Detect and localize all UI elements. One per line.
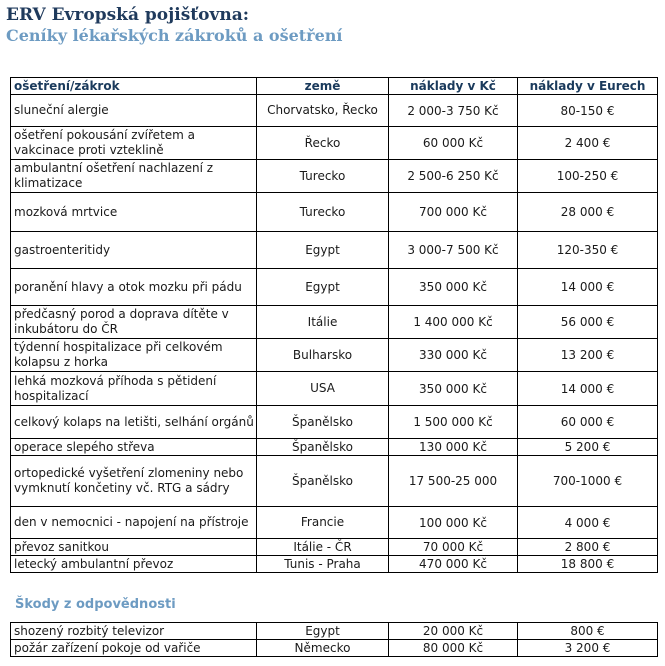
cost-eur-cell: 3 200 €: [518, 640, 658, 657]
treatment-cell: mozková mrtvice: [11, 193, 257, 232]
table-row: [11, 232, 658, 269]
country-cell: USA: [257, 372, 389, 406]
table-row: [11, 160, 658, 193]
cost-eur-cell: 120-350 €: [518, 232, 658, 269]
cost-eur-cell: 2 800 €: [518, 539, 658, 556]
cost-czk-cell: 1 500 000 Kč: [389, 406, 518, 439]
cost-czk-cell: 470 000 Kč: [389, 556, 518, 573]
cost-czk-cell: 2 500-6 250 Kč: [389, 160, 518, 193]
treatment-cell: ošetření pokousání zvířetem a vakcinace proti vzteklině: [11, 127, 257, 160]
treatment-cell: ambulantní ošetření nachlazení z klimatizace: [11, 160, 257, 193]
table-row: [11, 127, 658, 160]
table-row: [11, 269, 658, 306]
cost-czk-cell: 70 000 Kč: [389, 539, 518, 556]
country-cell: Chorvatsko, Řecko: [257, 95, 389, 127]
page-title: ERV Evropská pojišťovna:: [6, 5, 250, 25]
page-subtitle: Ceníky lékařských zákroků a ošetření: [6, 26, 343, 45]
treatment-cell: sluneční alergie: [11, 95, 257, 127]
cost-eur-cell: 4 000 €: [518, 507, 658, 539]
table-row: [11, 95, 658, 127]
cost-czk-cell: 3 000-7 500 Kč: [389, 232, 518, 269]
cost-czk-cell: 60 000 Kč: [389, 127, 518, 160]
treatment-cell: letecký ambulantní převoz: [11, 556, 257, 573]
table-row: [11, 539, 658, 556]
cost-czk-cell: 80 000 Kč: [389, 640, 518, 657]
country-cell: Španělsko: [257, 456, 389, 507]
liability-table: [10, 622, 658, 657]
table-header-row: [11, 78, 658, 95]
treatment-cell: celkový kolaps na letišti, selhání orgánů: [11, 406, 257, 439]
column-header-country: země: [257, 78, 389, 95]
cost-czk-cell: 1 400 000 Kč: [389, 306, 518, 339]
country-cell: Španělsko: [257, 439, 389, 456]
cost-czk-cell: 17 500-25 000: [389, 456, 518, 507]
cost-czk-cell: 2 000-3 750 Kč: [389, 95, 518, 127]
cost-eur-cell: 14 000 €: [518, 269, 658, 306]
table-row: [11, 507, 658, 539]
treatment-cell: poranění hlavy a otok mozku při pádu: [11, 269, 257, 306]
cost-eur-cell: 80-150 €: [518, 95, 658, 127]
treatment-cell: lehká mozková příhoda s pětidení hospitalizací: [11, 372, 257, 406]
treatment-cell: shozený rozbitý televizor: [11, 623, 257, 640]
table-row: [11, 640, 658, 657]
country-cell: Španělsko: [257, 406, 389, 439]
cost-eur-cell: 14 000 €: [518, 372, 658, 406]
treatment-cell: převoz sanitkou: [11, 539, 257, 556]
column-header-treatment: ošetření/zákrok: [11, 78, 257, 95]
cost-czk-cell: 100 000 Kč: [389, 507, 518, 539]
cost-czk-cell: 350 000 Kč: [389, 269, 518, 306]
treatment-cell: gastroenteritidy: [11, 232, 257, 269]
cost-czk-cell: 700 000 Kč: [389, 193, 518, 232]
country-cell: Itálie - ČR: [257, 539, 389, 556]
treatment-cell: ortopedické vyšetření zlomeniny nebo vymknutí končetiny vč. RTG a sádry: [11, 456, 257, 507]
table-row: [11, 406, 658, 439]
cost-eur-cell: 28 000 €: [518, 193, 658, 232]
cost-eur-cell: 56 000 €: [518, 306, 658, 339]
cost-czk-cell: 130 000 Kč: [389, 439, 518, 456]
treatment-cell: předčasný porod a doprava dítěte v inkubátoru do ČR: [11, 306, 257, 339]
column-header-cost-czk: náklady v Kč: [389, 78, 518, 95]
country-cell: Egypt: [257, 232, 389, 269]
cost-czk-cell: 20 000 Kč: [389, 623, 518, 640]
cost-eur-cell: 18 800 €: [518, 556, 658, 573]
cost-eur-cell: 5 200 €: [518, 439, 658, 456]
cost-czk-cell: 330 000 Kč: [389, 339, 518, 372]
table-row: [11, 372, 658, 406]
treatment-cell: operace slepého střeva: [11, 439, 257, 456]
country-cell: Turecko: [257, 193, 389, 232]
cost-eur-cell: 800 €: [518, 623, 658, 640]
cost-eur-cell: 700-1000 €: [518, 456, 658, 507]
country-cell: Německo: [257, 640, 389, 657]
table-row: [11, 339, 658, 372]
cost-czk-cell: 350 000 Kč: [389, 372, 518, 406]
cost-eur-cell: 13 200 €: [518, 339, 658, 372]
table-row: [11, 193, 658, 232]
treatment-cell: požár zařízení pokoje od vařiče: [11, 640, 257, 657]
country-cell: Egypt: [257, 269, 389, 306]
table-row: [11, 306, 658, 339]
country-cell: Itálie: [257, 306, 389, 339]
table-row: [11, 456, 658, 507]
price-table: [10, 77, 658, 573]
country-cell: Francie: [257, 507, 389, 539]
column-header-cost-eur: náklady v Eurech: [518, 78, 658, 95]
treatment-cell: týdenní hospitalizace při celkovém kolapsu z horka: [11, 339, 257, 372]
liability-section-title: Škody z odpovědnosti: [15, 597, 176, 612]
table-row: [11, 439, 658, 456]
treatment-cell: den v nemocnici - napojení na přístroje: [11, 507, 257, 539]
table-row: [11, 556, 658, 573]
country-cell: Tunis - Praha: [257, 556, 389, 573]
table-row: [11, 623, 658, 640]
country-cell: Bulharsko: [257, 339, 389, 372]
country-cell: Turecko: [257, 160, 389, 193]
cost-eur-cell: 60 000 €: [518, 406, 658, 439]
country-cell: Řecko: [257, 127, 389, 160]
cost-eur-cell: 100-250 €: [518, 160, 658, 193]
cost-eur-cell: 2 400 €: [518, 127, 658, 160]
country-cell: Egypt: [257, 623, 389, 640]
